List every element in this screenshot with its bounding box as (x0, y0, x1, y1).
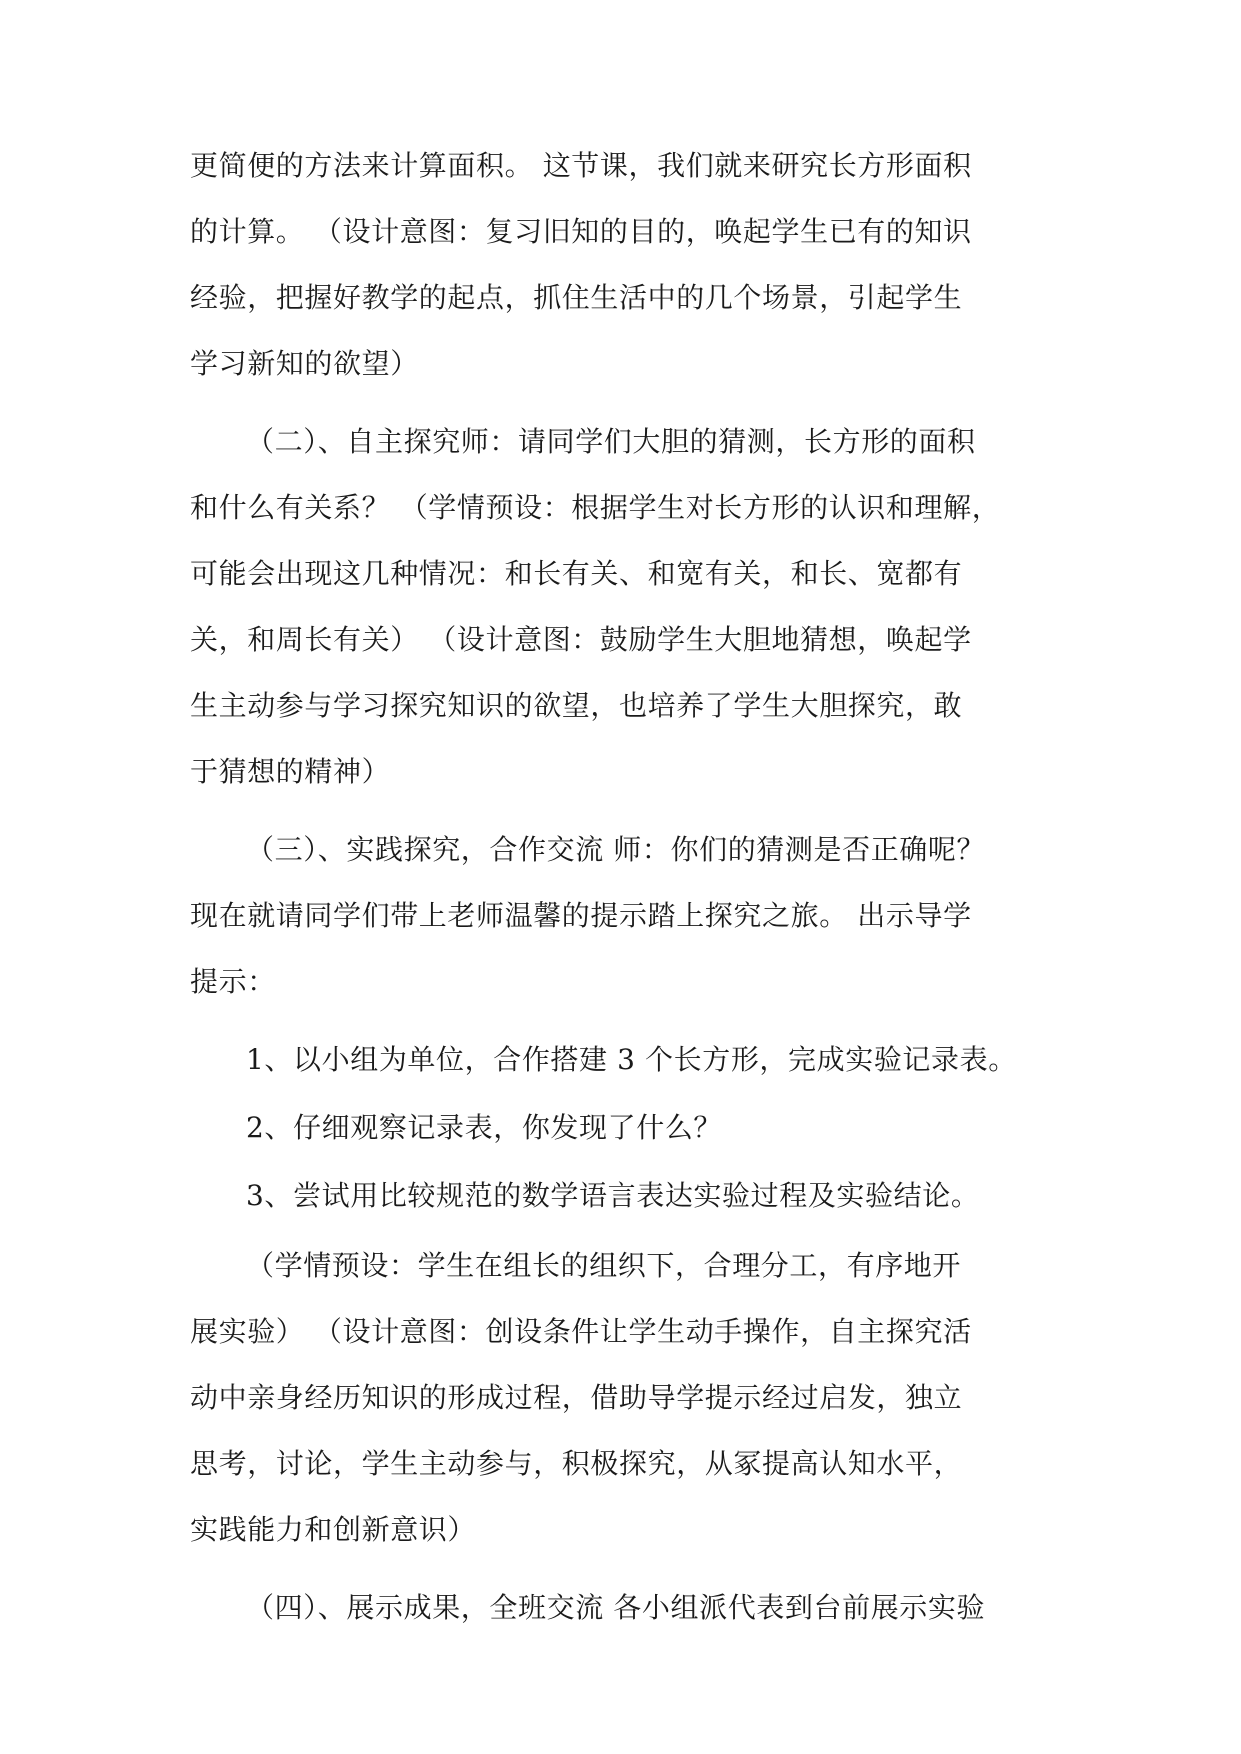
text-line: 和什么有关系？ （学情预设：根据学生对长方形的认识和理解， (190, 491, 1001, 524)
text-line: 实践能力和创新意识） (190, 1513, 477, 1546)
text-line: 可能会出现这几种情况：和长有关、和宽有关，和长、宽都有 (190, 557, 963, 590)
text-line: 于猜想的精神） (190, 755, 391, 788)
text-line: （三）、实践探究，合作交流 师：你们的猜测是否正确呢？ (246, 833, 986, 866)
text-line: 现在就请同学们带上老师温馨的提示踏上探究之旅。 出示导学 (190, 899, 972, 932)
text-line: 更简便的方法来计算面积。 这节课，我们就来研究长方形面积 (190, 149, 972, 182)
text-line: 经验，把握好教学的起点，抓住生活中的几个场景，引起学生 (190, 281, 963, 314)
text-line: （学情预设：学生在组长的组织下，合理分工，有序地开 (246, 1249, 962, 1282)
text-line: 提示： (190, 965, 276, 998)
list-item: 2、仔细观察记录表，你发现了什么？ (246, 1111, 723, 1144)
text-line: 的计算。 （设计意图：复习旧知的目的，唤起学生已有的知识 (190, 215, 972, 248)
text-line: （二）、自主探究师：请同学们大胆的猜测，长方形的面积 (246, 425, 976, 458)
text-line: 思考，讨论，学生主动参与，积极探究，从冢提高认知水平， (190, 1447, 963, 1480)
text-line: （四）、展示成果，全班交流 各小组派代表到台前展示实验 (246, 1591, 986, 1624)
text-line: 生主动参与学习探究知识的欲望，也培养了学生大胆探究，敢 (190, 689, 963, 722)
list-item: 1、以小组为单位，合作搭建 3 个长方形，完成实验记录表。 (246, 1043, 1017, 1076)
text-line: 展实验） （设计意图：创设条件让学生动手操作，自主探究活 (190, 1315, 972, 1348)
text-line: 关，和周长有关） （设计意图：鼓励学生大胆地猜想，唤起学 (190, 623, 972, 656)
text-line: 学习新知的欲望） (190, 347, 419, 380)
text-line: 动中亲身经历知识的形成过程，借助导学提示经过启发，独立 (190, 1381, 963, 1414)
list-item: 3、尝试用比较规范的数学语言表达实验过程及实验结论。 (246, 1179, 980, 1212)
